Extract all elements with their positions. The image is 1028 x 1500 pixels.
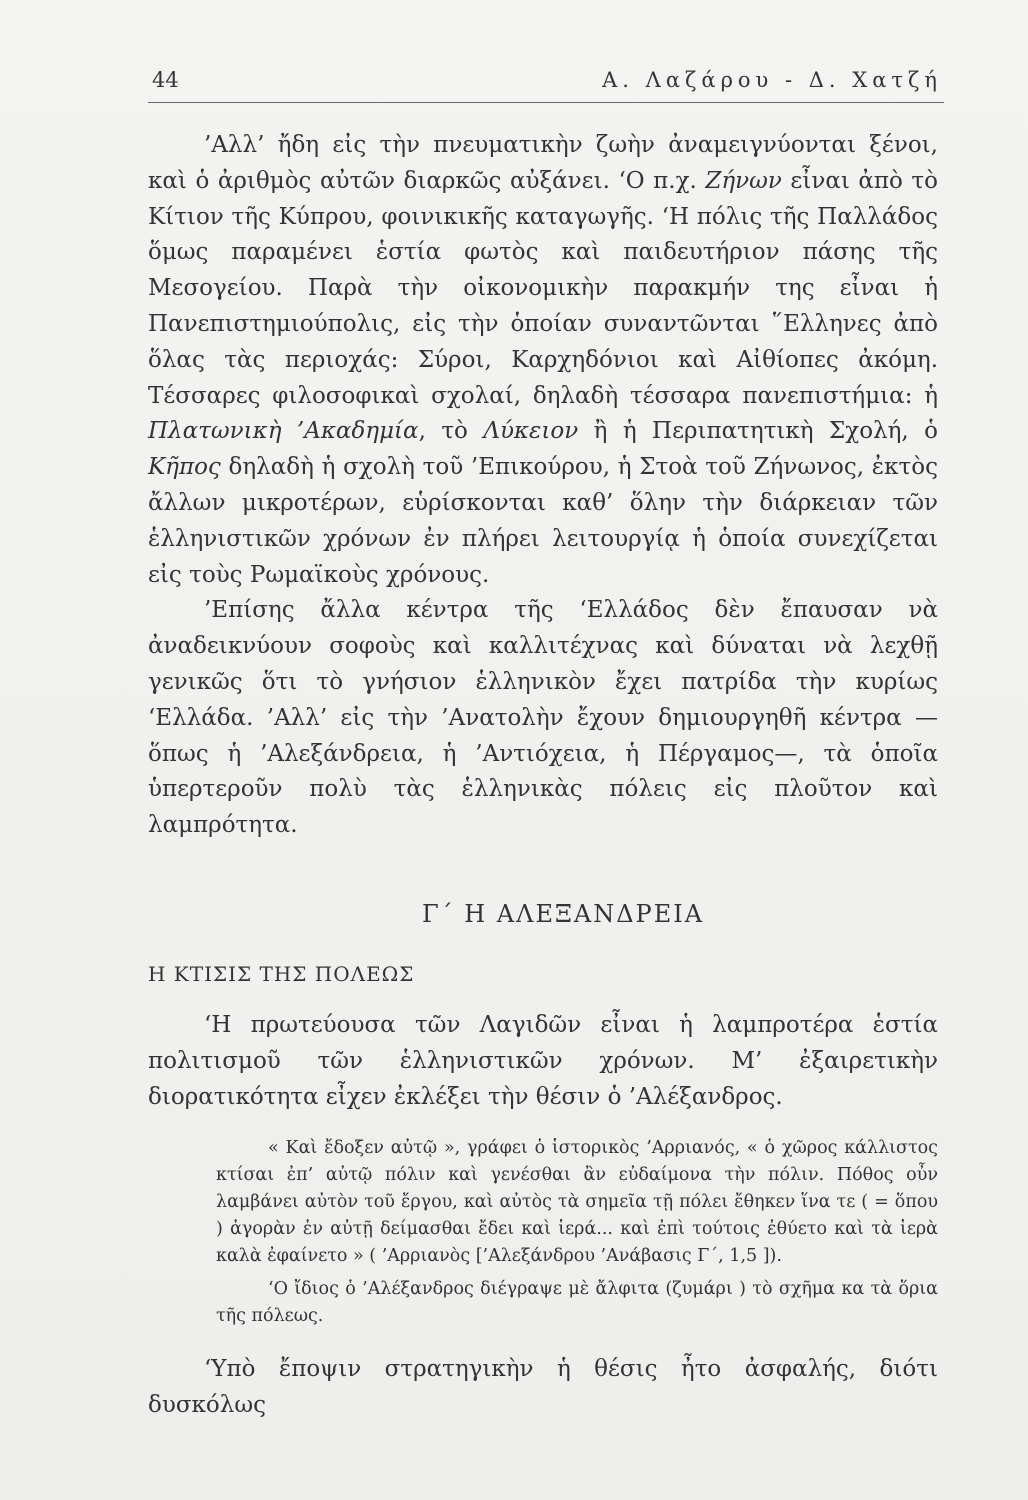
quote-arrian: « Καὶ ἔδοξεν αὐτῷ », γράφει ὁ ἱστορικὸς ’Αρριανός, « ὁ χῶρος κάλλιστος κτίσαι ἐπ’ αὐτῷ πόλιν καὶ γενέσθαι ἂν εὐδαίμονα τὴν πόλιν. Πόθος οὖν λαμβάνει αὐτὸν τοῦ ἔργου, καὶ αὐτὸς τὰ σημεῖα τῇ πόλει ἔθηκεν ἵνα τε ( = ὅπου ) ἀγορὰν ἐν αὐτῇ δείμασθαι ἔδει καὶ ἱερά... καὶ ἐπὶ τούτοις ἐθύετο καὶ τὰ ἱερὰ καλὰ ἐφαίνετο » ( ’Αρριανὸς [’Αλεξάνδρου ’Ανάβασις Γ΄, 1,5 ]). <box>216 1138 938 1267</box>
emphasis-lykeion: Λύκειον <box>483 418 579 445</box>
running-head: Α. Λαζάρου - Δ. Χατζή <box>602 68 942 92</box>
page-body <box>148 128 938 1424</box>
paragraph-philosophy-schools: ’Αλλ’ ἤδη εἰς τὴν πνευματικὴν ζωὴν ἀναμειγνύονται ξένοι, καὶ ὁ ἀριθμὸς αὐτῶν διαρκῶς αὐξάνει. ‘Ο π.χ. Ζήνων εἶναι ἀπὸ τὸ Κίτιον τῆς Κύπρου, φοινικικῆς καταγωγῆς. ‘Η πόλις τῆς Παλλάδος ὅμως παραμένει ἑστία φωτὸς καὶ παιδευτήριον πάσης τῆς Μεσογείου. Παρὰ τὴν οἰκονομικὴν παρακμήν της εἶναι ἡ Πανεπιστημιούπολις, εἰς τὴν ὁποίαν συναντῶνται ῞Ελληνες ἀπὸ ὅλας τὰς περιοχάς: Σύροι, Καρχηδόνιοι καὶ Αἰθίοπες ἀκόμη. Τέσσαρες φιλοσοφικαὶ σχολαί, δηλαδὴ τέσσαρα πανεπιστήμια: ἡ Πλατωνικὴ ’Ακαδημία, τὸ Λύκειον ἢ ἡ Περιπατητικὴ Σχολή, ὁ Κῆπος δηλαδὴ ἡ σχολὴ τοῦ ’Επικούρου, ἡ Στοὰ τοῦ Ζήνωνος, ἐκτὸς ἄλλων μικροτέρων, εὑρίσκονται καθ’ ὅλην τὴν διάρκειαν τῶν ἑλληνιστικῶν χρόνων ἐν πλήρει λειτουργίᾳ ἡ ὁποία συνεχίζεται εἰς τοὺς Ρωμαϊκοὺς χρόνους. <box>148 132 939 588</box>
paragraph-capital: ‘Η πρωτεύουσα τῶν Λαγιδῶν εἶναι ἡ λαμπροτέρα ἑστία πολιτισμοῦ τῶν ἑλληνιστικῶν χρόνων. Μ’ ἐξαιρετικὴν διορατικότητα εἶχεν ἐκλέξει τὴν θέσιν ὁ ’Αλέξανδρος. <box>148 1011 938 1110</box>
paragraph-strategic-position: ‘Υπὸ ἔποψιν στρατηγικὴν ἡ θέσις ἦτο ἀσφαλής, διότι δυσκόλως <box>148 1356 938 1419</box>
emphasis-kipos: Κῆπος <box>148 454 221 481</box>
paragraph-other-centres: ’Επίσης ἄλλα κέντρα τῆς ‘Ελλάδος δὲν ἔπαυσαν νὰ ἀναδεικνύουν σοφοὺς καὶ καλλιτέχνας καὶ δύναται νὰ λεχθῇ γενικῶς ὅτι τὸ γνήσιον ἑλληνικὸν ἔχει πατρίδα τὴν κυρίως ‘Ελλάδα. ’Αλλ’ εἰς τὴν ’Ανατολὴν ἔχουν δημιουργηθῆ κέντρα —ὅπως ἡ ’Αλεξάνδρεια, ἡ ’Αντιόχεια, ἡ Πέργαμος—, τὰ ὁποῖα ὑπερτεροῦν πολὺ τὰς ἑλληνικὰς πόλεις εἰς πλοῦτον καὶ λαμπρότητα. <box>148 597 938 839</box>
header-rule <box>148 102 944 103</box>
section-subheading: Η ΚΤΙΣΙΣ ΤΗΣ ΠΟΛΕΩΣ <box>148 961 415 986</box>
emphasis-zenon: Ζήνων <box>705 167 782 194</box>
quote-alexander: ‘Ο ἴδιος ὁ ’Αλέξανδρος διέγραψε μὲ ἄλφιτα (ζυμάρι ) τὸ σχῆμα κα τὰ ὅρια τῆς πόλεως. <box>216 1279 938 1327</box>
emphasis-stoa: Στοὰ <box>639 454 698 481</box>
emphasis-akadimia: Πλατωνικὴ ’Ακαδημία <box>148 418 419 445</box>
chapter-heading: Γ΄ Η ΑΛΕΞΑΝΔΡΕΙΑ <box>421 899 705 928</box>
page-header <box>152 68 942 104</box>
page-number: 44 <box>152 68 179 92</box>
